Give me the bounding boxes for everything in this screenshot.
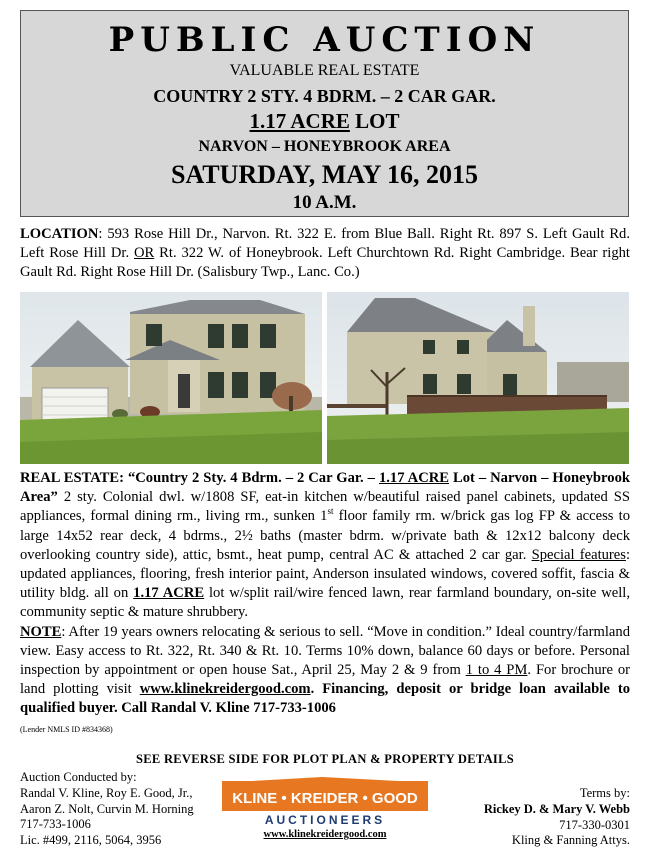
- house-rear-photo: [327, 292, 629, 464]
- header-property-type: COUNTRY 2 STY. 4 BDRM. – 2 CAR GAR.: [153, 86, 496, 106]
- real-estate-heading-a: : “Country 2 Sty. 4 Bdrm. – 2 Car Gar. –: [119, 470, 379, 486]
- real-estate-body-a: 2 sty. Colonial dwl. w/1808 SF, eat-in kitchen w/beautiful raised panel cabinets, updated SS appliances, formal dining rm., living rm., sunken 1: [20, 489, 630, 525]
- real-estate-body-d: lot w/split rail/wire fenced lawn, rear farmland boundary, on-site well, community septic & mature shrubbery.: [20, 585, 630, 621]
- auction-by-l4: 717-733-1006: [20, 817, 91, 832]
- header-acre: 1.17 ACRE: [249, 109, 350, 133]
- auction-by-l2: Randal V. Kline, Roy E. Good, Jr.,: [20, 785, 193, 800]
- terms-l1: Terms by:: [579, 786, 630, 800]
- house-front-photo: [20, 292, 322, 464]
- terms-l4: Kling & Fanning Attys.: [511, 833, 630, 848]
- real-estate-paragraph: [20, 469, 630, 738]
- terms-block: [484, 786, 630, 849]
- terms-l3: 717-330-0301: [559, 817, 630, 832]
- logo-name: KLINE • KREIDER • GOOD: [232, 790, 418, 807]
- location-paragraph: [20, 225, 630, 282]
- header-time: 10 A.M.: [292, 192, 357, 213]
- auction-by-l3: Aaron Z. Nolt, Curvin M. Horning: [20, 801, 194, 816]
- real-estate-heading-b: Lot – Narvon – Honeybrook Area”: [20, 470, 630, 506]
- terms-l2: Rickey D. & Mary V. Webb: [483, 801, 630, 816]
- auction-by-l5: Lic. #499, 2116, 5064, 3956: [20, 833, 162, 848]
- header-area: NARVON – HONEYBROOK AREA: [198, 138, 451, 155]
- real-estate-body-c: : updated appliances, flooring, fresh interior paint, Anderson insulated windows, covered soffit, fascia & utility bldg. all on: [20, 546, 630, 602]
- note-website-link[interactable]: www.klinekreidergood.com: [139, 681, 311, 698]
- auction-by-l1: Auction Conducted by:: [20, 770, 137, 784]
- note-text-c: . Financing, deposit or bridge loan available to qualified buyer. Call Randal V. Kline 717-733-1006: [20, 681, 630, 717]
- logo-sub: AUCTIONEERS: [264, 813, 386, 827]
- real-estate-body-acre: 1.17 ACRE: [133, 585, 205, 602]
- header-lot-size: [21, 110, 628, 133]
- footer-website-link[interactable]: www.klinekreidergood.com: [263, 829, 387, 840]
- auction-header: [20, 10, 629, 217]
- location-label: LOCATION: [20, 226, 99, 242]
- location-text-b: Rt. 322 W. of Honeybrook. Left Churchtown Rd. Right Cambridge. Bear right Gault Rd. Right Rose Hill Dr. (Salisbury Twp., Lanc. Co.): [20, 245, 630, 280]
- location-or: OR: [133, 245, 155, 261]
- kline-kreider-good-logo: [222, 777, 428, 827]
- note-text-a: : After 19 years owners relocating & serious to sell. “Move in condition.” Ideal country/farmland view. Easy access to Rt. 322, Rt. 340 & Rt. 10. Terms 10% down, balance 60 days or before. Personal inspection by appointment or open house Sat., April 25, May 2 & 9 from: [20, 623, 630, 679]
- special-features-label: Special features: [531, 546, 626, 563]
- note-hours: 1 to 4 PM: [465, 662, 528, 679]
- header-lot: LOT: [349, 109, 400, 133]
- real-estate-heading-acre: 1.17 ACRE: [378, 470, 450, 486]
- page-title: PUBLIC AUCTION: [108, 20, 541, 60]
- header-subtitle: VALUABLE REAL ESTATE: [229, 62, 420, 79]
- note-text-b: . For brochure or land plotting visit: [20, 662, 630, 698]
- real-estate-label: REAL ESTATE: [20, 470, 120, 486]
- real-estate-sup: st: [327, 506, 334, 517]
- note-label: NOTE: [20, 623, 62, 640]
- lender-id: (Lender NMLS ID #834368): [20, 724, 113, 734]
- real-estate-body-b: floor family rm. w/brick gas log FP & access to large 14x52 rear deck, 4 bdrms., 2½ baths (master bdrm. w/private bath & 12x12 balcony deck overlooking country side), attic, bsmt., heat pump, central AC & attached 2 car gar.: [20, 508, 630, 563]
- reverse-side-notice: SEE REVERSE SIDE FOR PLOT PLAN & PROPERTY DETAILS: [136, 752, 514, 766]
- header-date: SATURDAY, MAY 16, 2015: [171, 160, 478, 189]
- location-text-a: : 593 Rose Hill Dr., Narvon. Rt. 322 E. from Blue Ball. Right Rt. 897 S. Left Gault Rd. Left Rose Hill Dr.: [20, 226, 630, 261]
